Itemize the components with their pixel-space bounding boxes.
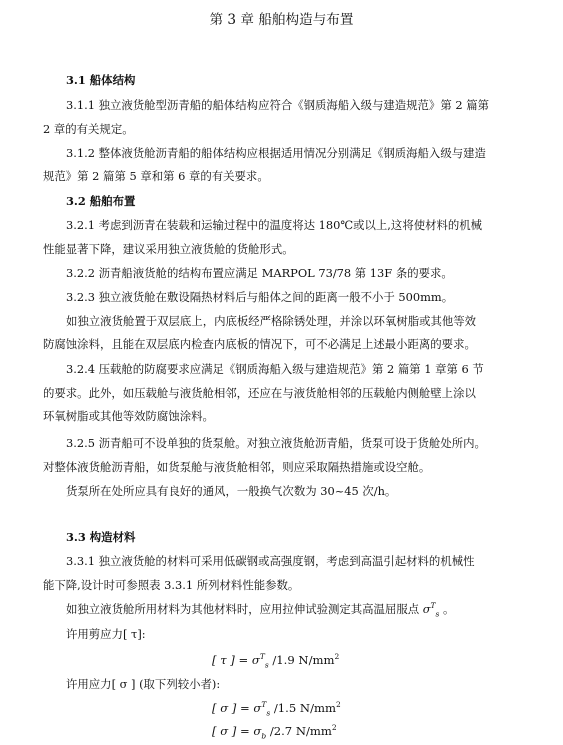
paragraph-3-3-1-line2: 能下降,设计时可参照表 3.3.1 所列材料性能参数。 xyxy=(43,578,300,592)
formula-rhs: /1.5 N/mm xyxy=(270,701,336,715)
formula-rhs: /2.7 N/mm xyxy=(266,724,332,738)
paragraph-3-1-2-line1: 3.1.2 整体液货舱沥青船的船体结构应根据适用情况分别满足《钢质海船入级与建造 xyxy=(66,146,486,160)
paragraph-3-1-2-line2: 规范》第 2 篇第 5 章和第 6 章的有关要求。 xyxy=(43,169,269,183)
formula-rhs: /1.9 N/mm xyxy=(268,653,335,667)
paragraph-end: 。 xyxy=(439,602,455,616)
paragraph-3-2-5-line2: 对整体液货舱沥青船，如货泵舱与液货舱相邻，则应采取隔热措施或设空舱。 xyxy=(43,460,431,474)
paragraph-3-2-5-line1: 3.2.5 沥青船可不设单独的货泵舱。对独立液货舱沥青船，货泵可设于货舱处所内。 xyxy=(66,436,486,450)
formula-sigma: σ xyxy=(253,701,262,715)
allowable-shear-stress-label: 许用剪应力[ τ]: xyxy=(66,627,146,641)
formula-sigma: σ xyxy=(253,724,262,738)
formula-lhs: [ σ ] = xyxy=(212,724,254,738)
paragraph-3-3-1-line1: 3.3.1 独立液货舱的材料可采用低碳钢或高强度钢，考虑到高温引起材料的机械性 xyxy=(66,554,475,568)
formula-power: 2 xyxy=(334,652,340,662)
formula-stress-tensile xyxy=(212,722,337,740)
formula-sigma: σ xyxy=(251,653,260,667)
formula-stress-yield xyxy=(212,699,341,717)
sigma-symbol: σ xyxy=(422,602,431,616)
formula-sup: T xyxy=(259,652,265,662)
formula-lhs: [ τ ] = xyxy=(212,653,252,667)
chapter-title: 第 3 章 船舶构造与布置 xyxy=(209,12,354,28)
subscript-s: s xyxy=(435,609,440,619)
formula-shear-stress xyxy=(212,651,339,669)
paragraph-3-2-5-ventilation: 货泵所在处所应具有良好的通风，一般换气次数为 30~45 次/h。 xyxy=(66,484,397,498)
formula-power: 2 xyxy=(331,723,337,733)
formula-sub: s xyxy=(266,708,271,718)
allowable-stress-label: 许用应力[ σ ] (取下列较小者): xyxy=(66,677,221,691)
formula-lhs: [ σ ] = xyxy=(212,701,254,715)
formula-sub: s xyxy=(264,660,269,670)
paragraph-3-2-2: 3.2.2 沥青船液货舱的结构布置应满足 MARPOL 73/78 第 13F 条的要求。 xyxy=(66,266,453,280)
section-3-1-heading: 3.1 船体结构 xyxy=(66,73,136,87)
paragraph-3-2-1-line1: 3.2.1 考虑到沥青在装载和运输过程中的温度将达 180℃或以上,这将使材料的机械 xyxy=(66,218,483,232)
section-3-3-heading: 3.3 构造材料 xyxy=(66,530,136,544)
paragraph-3-2-3: 3.2.3 独立液货舱在敷设隔热材料后与船体之间的距离一般不小于 500mm。 xyxy=(66,290,454,304)
paragraph-3-2-4-line3: 环氧树脂或其他等效防腐蚀涂料。 xyxy=(43,409,214,423)
formula-sup: T xyxy=(261,700,267,710)
paragraph-3-1-1-line1: 3.1.1 独立液货舱型沥青船的船体结构应符合《钢质海船入级与建造规范》第 2 篇第 xyxy=(66,98,489,112)
paragraph-3-2-3-note-line1: 如独立液货舱置于双层底上，内底板经严格除锈处理，并涂以环氧树脂或其他等效 xyxy=(66,314,477,328)
paragraph-3-2-4-line1: 3.2.4 压载舱的防腐要求应满足《钢质海船入级与建造规范》第 2 篇第 1 章第 6 节 xyxy=(66,362,484,376)
paragraph-3-3-1-other-materials xyxy=(66,601,454,617)
paragraph-text: 如独立液货舱所用材料为其他材料时，应用拉伸试验测定其高温屈服点 xyxy=(66,602,423,616)
paragraph-3-2-4-line2: 的要求。此外，如压载舱与液货舱相邻，还应在与液货舱相邻的压载舱内侧舱壁上涂以 xyxy=(43,386,476,400)
formula-power: 2 xyxy=(335,700,341,710)
paragraph-3-1-1-line2: 2 章的有关规定。 xyxy=(43,122,134,136)
paragraph-3-2-3-note-line2: 防腐蚀涂料，且能在双层底内检查内底板的情况下，可不必满足上述最小距离的要求。 xyxy=(43,337,476,351)
paragraph-3-2-1-line2: 性能显著下降，建议采用独立液货舱的货舱形式。 xyxy=(43,242,294,256)
section-3-2-heading: 3.2 船舶布置 xyxy=(66,194,136,208)
formula-sub: b xyxy=(261,731,267,741)
superscript-t: T xyxy=(430,601,436,611)
